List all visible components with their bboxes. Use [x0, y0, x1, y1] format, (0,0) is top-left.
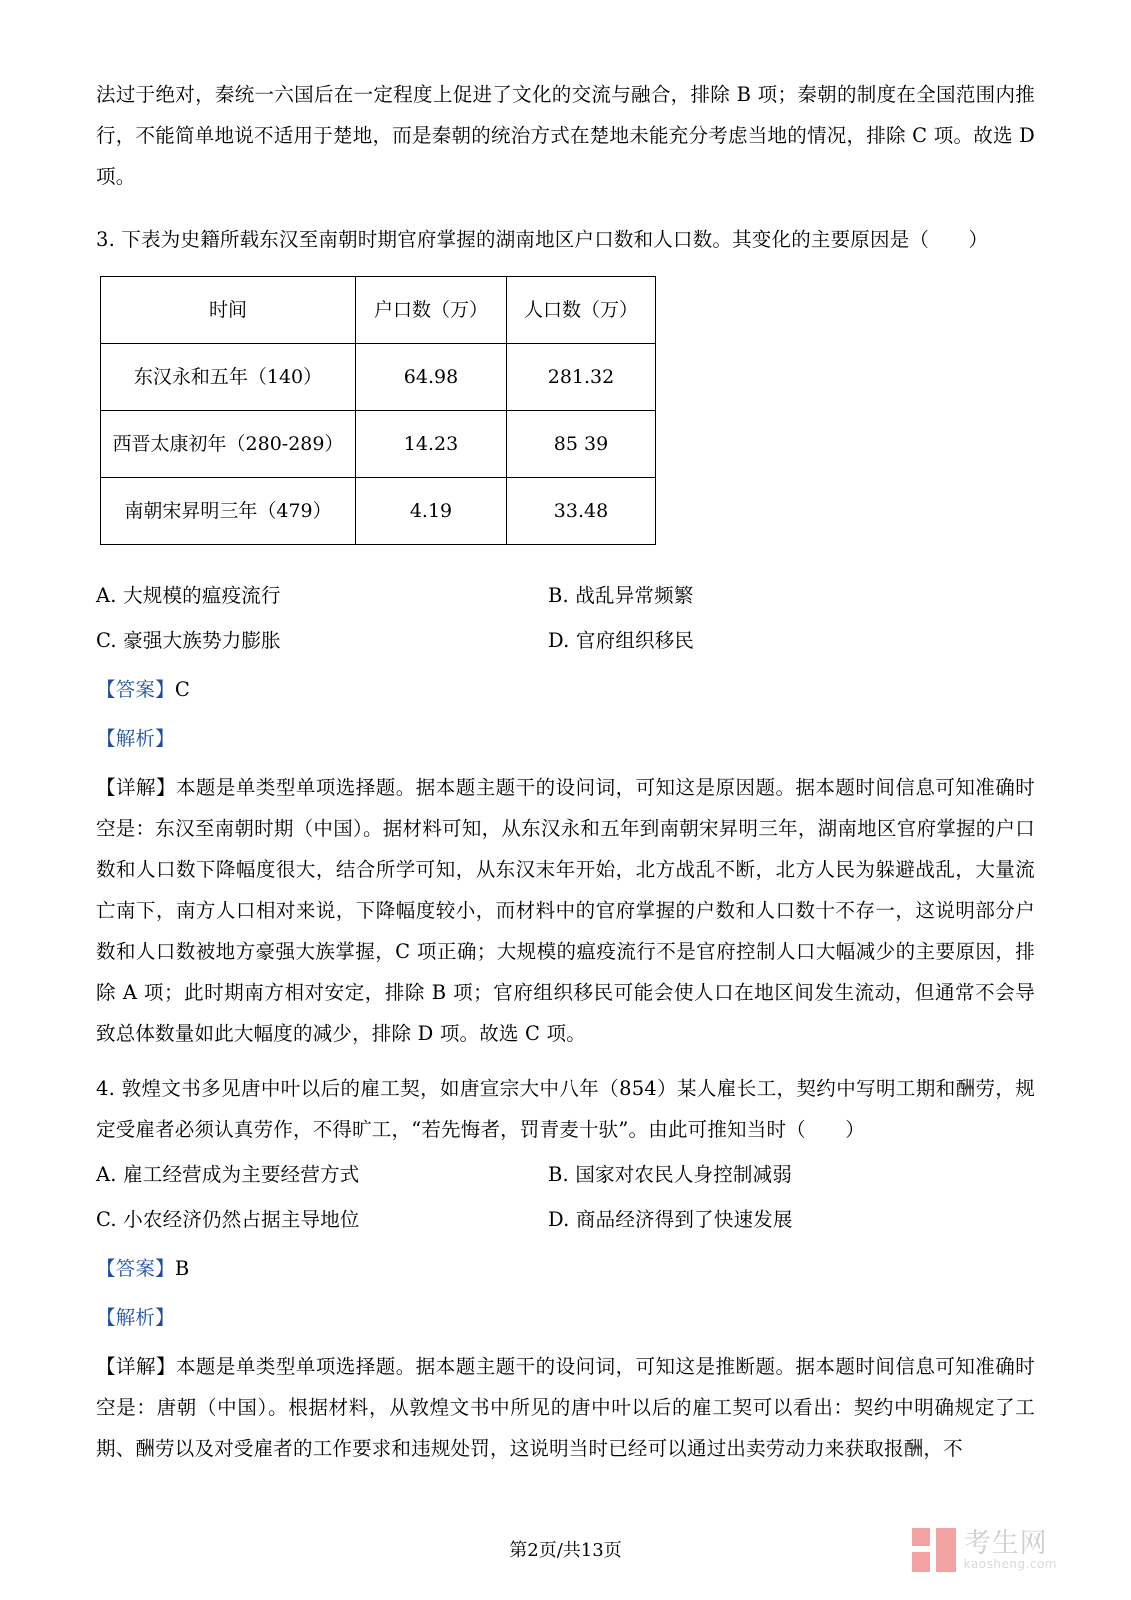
option-c: C. 小农经济仍然占据主导地位: [96, 1208, 360, 1231]
table-row: [101, 478, 656, 545]
kaosheng-logo-icon: [912, 1528, 956, 1572]
answer-value: B: [174, 1257, 190, 1280]
option-d: D. 官府组织移民: [548, 629, 695, 652]
question-4-answer: [96, 1248, 1035, 1289]
watermark: [912, 1528, 1057, 1572]
detail-text: 本题是单类型单项选择题。据本题主题干的设问词，可知这是原因题。据本题时间信息可知准确时空是：东汉至南朝时期（中国）。据材料可知，从东汉永和五年到南朝宋昇明三年，湖南地区官府掌握的户口数和人口数下降幅度很大，结合所学可知，从东汉末年开始，北方战乱不断，北方人民为躲避战乱，大量流亡南下，南方人口相对来说，下降幅度较小，而材料中的官府掌握的户数和人口数十不存一，这说明部分户数和人口数被地方豪强大族掌握，C 项正确；大规模的瘟疫流行不是官府控制人口大幅减少的主要原因，排除 A 项；此时期南方相对安定，排除 B 项；官府组织移民可能会使人口在地区间发生流动，但通常不会导致总体数量如此大幅度的减少，排除 D 项。故选 C 项。: [96, 776, 1035, 1045]
option-a: A. 大规模的瘟疫流行: [96, 584, 281, 607]
watermark-subtitle: kaosheng.com: [963, 1556, 1057, 1571]
table-cell: 东汉永和五年（140）: [101, 344, 356, 411]
table-cell: 33.48: [507, 478, 656, 545]
question-3-options-row-2: [96, 620, 1035, 661]
question-4-options-row-2: [96, 1199, 1035, 1240]
answer-value: C: [174, 678, 190, 701]
question-3-stem: 3. 下表为史籍所载东汉至南朝时期官府掌握的湖南地区户口数和人口数。其变化的主要原因是（ ）: [96, 228, 989, 251]
table-cell: 西晋太康初年（280-289）: [101, 411, 356, 478]
detail-text: 本题是单类型单项选择题。据本题主题干的设问词，可知这是推断题。据本题时间信息可知准确时空是：唐朝（中国）。根据材料，从敦煌文书中所见的唐中叶以后的雇工契可以看出：契约中明确规定了工期、酬劳以及对受雇者的工作要求和违规处罚，这说明当时已经可以通过出卖劳动力来获取报酬，不: [96, 1355, 1035, 1460]
watermark-text: [963, 1527, 1057, 1571]
question-4-analysis-label: 【解析】: [96, 1306, 175, 1329]
question-4-options-row-1: [96, 1154, 1035, 1195]
watermark-title: 考生网: [963, 1527, 1048, 1559]
table-cell: 14.23: [356, 411, 507, 478]
table-row: [101, 411, 656, 478]
question-3-table: [100, 276, 656, 545]
table-header-cell: 时间: [101, 277, 356, 344]
table-header-cell: 人口数（万）: [507, 277, 656, 344]
table-cell: 64.98: [356, 344, 507, 411]
answer-label: 【答案】: [96, 678, 175, 701]
option-a: A. 雇工经营成为主要经营方式: [96, 1163, 360, 1186]
option-d: D. 商品经济得到了快速发展: [548, 1208, 793, 1231]
detail-label: 【详解】: [96, 1355, 176, 1378]
option-c: C. 豪强大族势力膨胀: [96, 629, 281, 652]
question-4-detail: [96, 1346, 1035, 1469]
question-3-answer: [96, 669, 1035, 710]
answer-label: 【答案】: [96, 1257, 175, 1280]
page-footer: 第2页/共13页: [509, 1540, 622, 1561]
table-header-row: [101, 277, 656, 344]
table-cell: 南朝宋昇明三年（479）: [101, 478, 356, 545]
table-header-cell: 户口数（万）: [356, 277, 507, 344]
table-cell: 85 39: [507, 411, 656, 478]
question-4-stem: 4. 敦煌文书多见唐中叶以后的雇工契，如唐宣宗大中八年（854）某人雇长工，契约中写明工期和酬劳，规定受雇者必须认真劳作，不得旷工，“若先悔者，罚青麦十驮”。由此可推知当时（ ）: [96, 1077, 1035, 1141]
option-b: B. 战乱异常频繁: [548, 584, 694, 607]
detail-label: 【详解】: [96, 776, 176, 799]
question-3-analysis-label: 【解析】: [96, 727, 175, 750]
option-b: B. 国家对农民人身控制减弱: [548, 1163, 793, 1186]
table-cell: 281.32: [507, 344, 656, 411]
table-cell: 4.19: [356, 478, 507, 545]
question-3-detail: [96, 767, 1035, 1054]
table-row: [101, 344, 656, 411]
question-3-options-row-1: [96, 575, 1035, 616]
continued-paragraph: 法过于绝对，秦统一六国后在一定程度上促进了文化的交流与融合，排除 B 项；秦朝的制度在全国范围内推行，不能简单地说不适用于楚地，而是秦朝的统治方式在楚地未能充分考虑当地的情况，排除 C 项。故选 D 项。: [96, 83, 1035, 188]
